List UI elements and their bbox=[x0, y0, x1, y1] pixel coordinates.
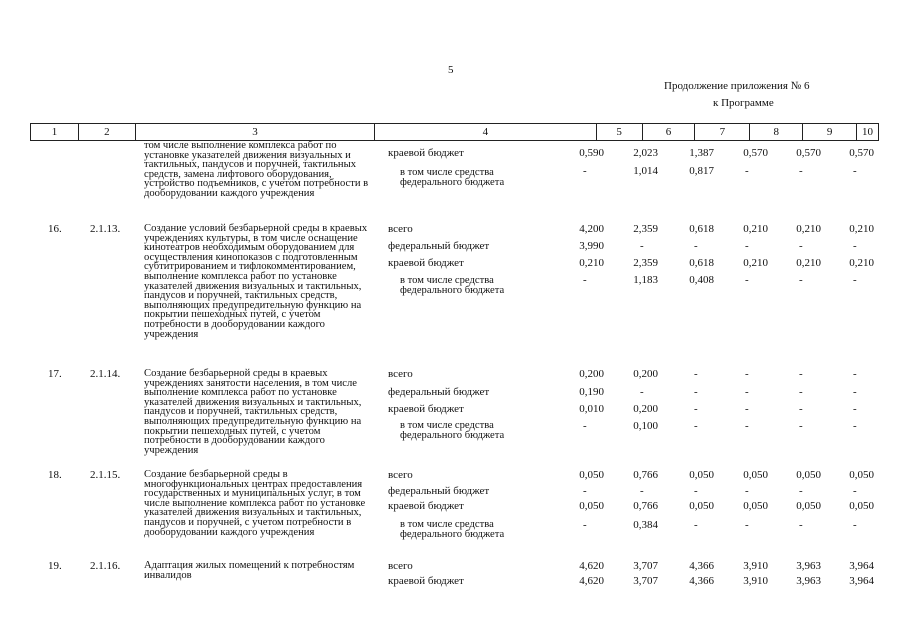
value-cell: 0,210 bbox=[849, 257, 874, 269]
row-number: 16. bbox=[48, 223, 62, 235]
funding-source: в том числе средства федерального бюджета bbox=[400, 275, 505, 296]
description-cell: Создание условий безбарьерной среды в краевых учреждениях культуры, в том числе оснащение кинотеатров необходимым оборудованием для осуществления кинопоказов с подготовленным субтитрированием и тифлокомментированием, выполнение комплекса работ по установке указателей движения визуальных и тактильных, пандусов и поручней, тактильных средств, выполняющих предупредительную функцию на покрытии пешеходных путей, с учетом потребности в дооборудовании каждого учреждения bbox=[144, 223, 368, 340]
column-header: 9 bbox=[803, 124, 857, 140]
value-cell: 3,707 bbox=[633, 560, 658, 572]
value-cell: - bbox=[694, 403, 698, 415]
value-cell: 0,010 bbox=[579, 403, 604, 415]
value-cell: 0,384 bbox=[633, 519, 658, 531]
description-cell: Создание безбарьерной среды в краевых учреждениях занятости населения, в том числе выполнение комплекса работ по установке указателей движения визуальных и тактильных, пандусов и поручней, тактильных средств, выполняющих предупредительную функцию на покрытии пешеходных путей, с учетом потребности в дооборудовании каждого учреждения bbox=[144, 368, 362, 456]
funding-source: в том числе средства федерального бюджета bbox=[400, 519, 505, 540]
column-header: 10 bbox=[862, 126, 874, 138]
value-cell: 0,570 bbox=[849, 147, 874, 159]
value-cell: - bbox=[799, 368, 803, 380]
value-cell: 1,014 bbox=[633, 165, 658, 177]
value-cell: 0,210 bbox=[849, 223, 874, 235]
description-cell: Адаптация жилых помещений к потребностям инвалидов bbox=[144, 560, 355, 581]
value-cell: 2,359 bbox=[633, 257, 658, 269]
page-number: 5 bbox=[448, 64, 454, 76]
column-header: 8 bbox=[750, 124, 803, 140]
value-cell: - bbox=[745, 519, 749, 531]
funding-source: всего bbox=[388, 560, 413, 572]
value-cell: - bbox=[694, 420, 698, 432]
funding-source: федеральный бюджет bbox=[388, 386, 490, 398]
value-cell: 0,766 bbox=[633, 469, 658, 481]
value-cell: - bbox=[799, 165, 803, 177]
value-cell: - bbox=[583, 485, 587, 497]
value-cell: - bbox=[853, 165, 857, 177]
funding-source: краевой бюджет bbox=[388, 403, 464, 415]
value-cell: 3,910 bbox=[743, 575, 768, 587]
row-number: 17. bbox=[48, 368, 62, 380]
value-cell: - bbox=[583, 420, 587, 432]
funding-source: в том числе средства федерального бюджета bbox=[400, 420, 505, 441]
value-cell: - bbox=[799, 240, 803, 252]
row-code: 2.1.14. bbox=[90, 368, 121, 380]
value-cell: - bbox=[694, 519, 698, 531]
value-cell: 0,210 bbox=[743, 257, 768, 269]
value-cell: - bbox=[853, 519, 857, 531]
value-cell: 3,964 bbox=[849, 560, 874, 572]
funding-source: федеральный бюджет bbox=[388, 240, 490, 252]
value-cell: 0,210 bbox=[796, 257, 821, 269]
row-number: 18. bbox=[48, 469, 62, 481]
row-code: 2.1.13. bbox=[90, 223, 121, 235]
value-cell: 4,620 bbox=[579, 560, 604, 572]
value-cell: - bbox=[745, 386, 749, 398]
value-cell: - bbox=[853, 386, 857, 398]
value-cell: 0,190 bbox=[579, 386, 604, 398]
value-cell: - bbox=[853, 485, 857, 497]
value-cell: 0,050 bbox=[689, 469, 714, 481]
value-cell: 4,620 bbox=[579, 575, 604, 587]
value-cell: 3,964 bbox=[849, 575, 874, 587]
description-cell: Создание безбарьерной среды в многофункциональных центрах предоставления государственных и муниципальных услуг, в том числе выполнение комплекса работ по установке указателей движения визуальных и тактильных, пандусов и поручней, с учетом потребности в дооборудовании каждого учреждения bbox=[144, 469, 366, 538]
value-cell: 0,100 bbox=[633, 420, 658, 432]
column-header: 2 bbox=[79, 124, 136, 140]
value-cell: 0,570 bbox=[743, 147, 768, 159]
value-cell: 2,359 bbox=[633, 223, 658, 235]
value-cell: 0,050 bbox=[689, 500, 714, 512]
funding-source: краевой бюджет bbox=[388, 257, 464, 269]
value-cell: 1,387 bbox=[689, 147, 714, 159]
value-cell: - bbox=[799, 485, 803, 497]
value-cell: - bbox=[583, 165, 587, 177]
value-cell: 3,990 bbox=[579, 240, 604, 252]
value-cell: 3,707 bbox=[633, 575, 658, 587]
value-cell: 0,210 bbox=[579, 257, 604, 269]
value-cell: - bbox=[853, 420, 857, 432]
value-cell: - bbox=[853, 368, 857, 380]
value-cell: 0,200 bbox=[579, 368, 604, 380]
value-cell: - bbox=[640, 386, 644, 398]
value-cell: 0,050 bbox=[579, 500, 604, 512]
value-cell: 4,200 bbox=[579, 223, 604, 235]
column-header: 3 bbox=[136, 124, 375, 140]
value-cell: 4,366 bbox=[689, 575, 714, 587]
funding-source: краевой бюджет bbox=[388, 500, 464, 512]
value-cell: 0,210 bbox=[796, 223, 821, 235]
description-cell: том числе выполнение комплекса работ по установке указателей движения визуальных и тактильных, пандусов и поручней, тактильных средств, замена лифтового оборудования, устройство подъемников, с учетом потребности в дооборудовании каждого учреждения bbox=[144, 140, 369, 199]
row-code: 2.1.15. bbox=[90, 469, 121, 481]
funding-source: федеральный бюджет bbox=[388, 485, 490, 497]
value-cell: 2,023 bbox=[633, 147, 658, 159]
column-header: 5 bbox=[597, 124, 643, 140]
funding-source: всего bbox=[388, 223, 413, 235]
value-cell: - bbox=[583, 519, 587, 531]
value-cell: 0,050 bbox=[849, 500, 874, 512]
value-cell: - bbox=[745, 240, 749, 252]
value-cell: - bbox=[745, 274, 749, 286]
value-cell: 0,590 bbox=[579, 147, 604, 159]
value-cell: 0,570 bbox=[796, 147, 821, 159]
value-cell: - bbox=[745, 420, 749, 432]
column-header: 6 bbox=[643, 124, 696, 140]
value-cell: - bbox=[799, 420, 803, 432]
value-cell: - bbox=[799, 386, 803, 398]
value-cell: - bbox=[799, 519, 803, 531]
column-header: 1 bbox=[31, 124, 79, 140]
row-number: 19. bbox=[48, 560, 62, 572]
appendix-caption: Продолжение приложения № 6 bbox=[664, 80, 810, 92]
value-cell: 0,618 bbox=[689, 223, 714, 235]
value-cell: - bbox=[745, 403, 749, 415]
value-cell: 0,050 bbox=[743, 469, 768, 481]
value-cell: 0,817 bbox=[689, 165, 714, 177]
table-header bbox=[30, 123, 879, 141]
value-cell: 0,050 bbox=[579, 469, 604, 481]
value-cell: - bbox=[583, 274, 587, 286]
funding-source: краевой бюджет bbox=[388, 147, 464, 159]
funding-source: краевой бюджет bbox=[388, 575, 464, 587]
value-cell: - bbox=[745, 368, 749, 380]
value-cell: 0,408 bbox=[689, 274, 714, 286]
value-cell: - bbox=[799, 403, 803, 415]
value-cell: - bbox=[745, 485, 749, 497]
row-code: 2.1.16. bbox=[90, 560, 121, 572]
value-cell: 0,210 bbox=[743, 223, 768, 235]
value-cell: 4,366 bbox=[689, 560, 714, 572]
value-cell: - bbox=[853, 240, 857, 252]
value-cell: 0,050 bbox=[796, 469, 821, 481]
value-cell: 3,963 bbox=[796, 575, 821, 587]
value-cell: 0,050 bbox=[796, 500, 821, 512]
value-cell: - bbox=[640, 485, 644, 497]
value-cell: - bbox=[694, 368, 698, 380]
value-cell: - bbox=[745, 165, 749, 177]
value-cell: - bbox=[853, 274, 857, 286]
funding-source: в том числе средства федерального бюджета bbox=[400, 167, 505, 188]
value-cell: - bbox=[853, 403, 857, 415]
funding-source: всего bbox=[388, 469, 413, 481]
column-header: 4 bbox=[375, 124, 596, 140]
funding-source: всего bbox=[388, 368, 413, 380]
appendix-caption-program: к Программе bbox=[713, 97, 774, 109]
value-cell: - bbox=[694, 386, 698, 398]
value-cell: - bbox=[640, 240, 644, 252]
value-cell: 1,183 bbox=[633, 274, 658, 286]
value-cell: 0,050 bbox=[849, 469, 874, 481]
value-cell: 0,766 bbox=[633, 500, 658, 512]
value-cell: 3,910 bbox=[743, 560, 768, 572]
value-cell: 0,200 bbox=[633, 403, 658, 415]
value-cell: 0,050 bbox=[743, 500, 768, 512]
value-cell: 0,618 bbox=[689, 257, 714, 269]
value-cell: - bbox=[694, 485, 698, 497]
value-cell: 3,963 bbox=[796, 560, 821, 572]
value-cell: 0,200 bbox=[633, 368, 658, 380]
column-header: 7 bbox=[695, 124, 750, 140]
value-cell: - bbox=[799, 274, 803, 286]
value-cell: - bbox=[694, 240, 698, 252]
